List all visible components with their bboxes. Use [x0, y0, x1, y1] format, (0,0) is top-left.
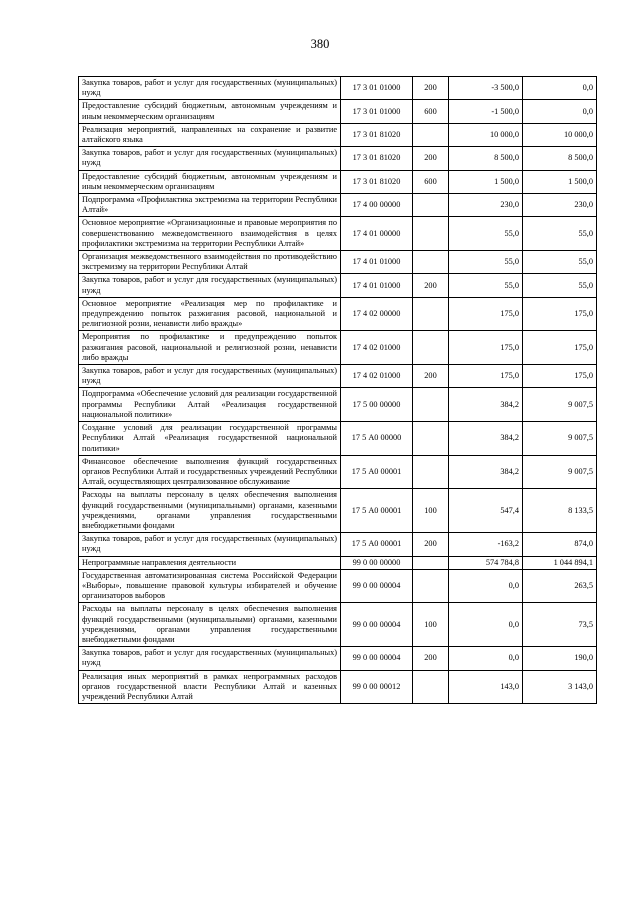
row-expense-type-cell — [413, 569, 449, 603]
table-body — [79, 77, 597, 704]
row-name-cell: Расходы на выплаты персоналу в целях обеспечения выполнения функций государственными (муниципальными) органами, казенными учреждениями, органами управления государственными внебюджетными фондами — [79, 603, 341, 647]
table-row — [79, 217, 597, 251]
row-name-cell: Основное мероприятие «Реализация мер по профилактике и предупреждению попыток разжигания расовой, национальной и религиозной розни, ненависти либо вражды» — [79, 297, 341, 331]
table-row — [79, 100, 597, 123]
row-amount-total-cell: 8 133,5 — [523, 489, 597, 533]
row-name-cell: Государственная автоматизированная система Российской Федерации «Выборы», повышение правовой культуры избирателей и обучение организаторов выборов — [79, 569, 341, 603]
row-amount-total-cell: 10 000,0 — [523, 123, 597, 146]
row-amount-total-cell: 3 143,0 — [523, 670, 597, 704]
row-code-cell: 17 5 00 00000 — [341, 388, 413, 422]
row-code-cell: 17 4 01 01000 — [341, 274, 413, 297]
table-row — [79, 77, 597, 100]
row-name-cell: Закупка товаров, работ и услуг для государственных (муниципальных) нужд — [79, 365, 341, 388]
row-amount-total-cell: 55,0 — [523, 251, 597, 274]
table-row — [79, 274, 597, 297]
row-amount-total-cell: 175,0 — [523, 297, 597, 331]
row-amount-total-cell: 8 500,0 — [523, 147, 597, 170]
row-amount-change-cell: 384,2 — [449, 388, 523, 422]
row-code-cell: 17 5 А0 00001 — [341, 533, 413, 556]
row-amount-change-cell: 1 500,0 — [449, 170, 523, 193]
row-name-cell: Закупка товаров, работ и услуг для государственных (муниципальных) нужд — [79, 77, 341, 100]
row-expense-type-cell — [413, 422, 449, 456]
row-amount-change-cell: -1 500,0 — [449, 100, 523, 123]
row-expense-type-cell — [413, 251, 449, 274]
row-expense-type-cell — [413, 670, 449, 704]
table-row — [79, 123, 597, 146]
row-code-cell: 17 5 А0 00001 — [341, 455, 413, 489]
row-code-cell: 99 0 00 00004 — [341, 569, 413, 603]
table-row — [79, 251, 597, 274]
row-amount-change-cell: 384,2 — [449, 422, 523, 456]
table-row — [79, 647, 597, 670]
row-expense-type-cell — [413, 297, 449, 331]
row-expense-type-cell: 200 — [413, 647, 449, 670]
row-code-cell: 17 3 01 01000 — [341, 100, 413, 123]
table-row — [79, 489, 597, 533]
table-row — [79, 556, 597, 569]
row-amount-change-cell: -3 500,0 — [449, 77, 523, 100]
row-name-cell: Подпрограмма «Профилактика экстремизма на территории Республики Алтай» — [79, 194, 341, 217]
row-amount-change-cell: 55,0 — [449, 217, 523, 251]
table-row — [79, 533, 597, 556]
row-amount-change-cell: 55,0 — [449, 251, 523, 274]
table-row — [79, 297, 597, 331]
row-amount-total-cell: 175,0 — [523, 365, 597, 388]
row-expense-type-cell — [413, 455, 449, 489]
row-name-cell: Закупка товаров, работ и услуг для государственных (муниципальных) нужд — [79, 647, 341, 670]
row-code-cell: 99 0 00 00004 — [341, 603, 413, 647]
row-code-cell: 17 4 02 01000 — [341, 331, 413, 365]
table-row — [79, 365, 597, 388]
row-name-cell: Расходы на выплаты персоналу в целях обеспечения выполнения функций государственными (муниципальными) органами, казенными учреждениями, органами управления государственными внебюджетными фондами — [79, 489, 341, 533]
row-code-cell: 17 3 01 81020 — [341, 147, 413, 170]
row-name-cell: Финансовое обеспечение выполнения функций государственных органов Республики Алтай и государственных учреждений Республики Алтай, осуществляющих централизованное обслуживание — [79, 455, 341, 489]
table-row — [79, 331, 597, 365]
row-amount-change-cell: -163,2 — [449, 533, 523, 556]
row-amount-change-cell: 0,0 — [449, 603, 523, 647]
row-expense-type-cell: 600 — [413, 170, 449, 193]
table-row — [79, 603, 597, 647]
row-amount-total-cell: 0,0 — [523, 100, 597, 123]
row-code-cell: 17 4 02 00000 — [341, 297, 413, 331]
row-code-cell: 17 5 А0 00000 — [341, 422, 413, 456]
table-row — [79, 194, 597, 217]
table-row — [79, 455, 597, 489]
row-amount-total-cell: 263,5 — [523, 569, 597, 603]
row-amount-total-cell: 73,5 — [523, 603, 597, 647]
row-name-cell: Закупка товаров, работ и услуг для государственных (муниципальных) нужд — [79, 533, 341, 556]
table-row — [79, 147, 597, 170]
table-row — [79, 569, 597, 603]
row-amount-total-cell: 1 044 894,1 — [523, 556, 597, 569]
table-row — [79, 670, 597, 704]
row-amount-total-cell: 1 500,0 — [523, 170, 597, 193]
row-amount-change-cell: 10 000,0 — [449, 123, 523, 146]
row-amount-change-cell: 143,0 — [449, 670, 523, 704]
row-amount-total-cell: 230,0 — [523, 194, 597, 217]
row-name-cell: Основное мероприятие «Организационные и правовые мероприятия по совершенствованию межведомственного взаимодействия в целях профилактики экстремизма на территории Республики Алтай» — [79, 217, 341, 251]
row-amount-total-cell: 55,0 — [523, 217, 597, 251]
row-amount-change-cell: 55,0 — [449, 274, 523, 297]
row-name-cell: Подпрограмма «Обеспечение условий для реализации государственной программы Республики Алтай «Реализация государственной национальной политики» — [79, 388, 341, 422]
row-amount-change-cell: 175,0 — [449, 331, 523, 365]
row-amount-total-cell: 55,0 — [523, 274, 597, 297]
row-amount-change-cell: 230,0 — [449, 194, 523, 217]
row-name-cell: Мероприятия по профилактике и предупреждению попыток разжигания расовой, национальной и религиозной розни, ненависти либо вражды — [79, 331, 341, 365]
row-name-cell: Закупка товаров, работ и услуг для государственных (муниципальных) нужд — [79, 147, 341, 170]
row-expense-type-cell: 200 — [413, 533, 449, 556]
row-amount-change-cell: 574 784,8 — [449, 556, 523, 569]
row-code-cell: 17 4 01 01000 — [341, 251, 413, 274]
row-amount-change-cell: 547,4 — [449, 489, 523, 533]
row-amount-change-cell: 384,2 — [449, 455, 523, 489]
row-name-cell: Реализация мероприятий, направленных на сохранение и развитие алтайского языка — [79, 123, 341, 146]
row-expense-type-cell: 200 — [413, 365, 449, 388]
row-code-cell: 99 0 00 00004 — [341, 647, 413, 670]
row-expense-type-cell: 100 — [413, 489, 449, 533]
row-expense-type-cell: 200 — [413, 147, 449, 170]
row-amount-change-cell: 0,0 — [449, 569, 523, 603]
row-name-cell: Создание условий для реализации государственной программы Республики Алтай «Реализация государственной национальной политики» — [79, 422, 341, 456]
table-row — [79, 170, 597, 193]
table-row — [79, 422, 597, 456]
page-number: 380 — [310, 37, 330, 51]
row-expense-type-cell — [413, 388, 449, 422]
row-code-cell: 17 3 01 81020 — [341, 170, 413, 193]
row-code-cell: 17 5 А0 00001 — [341, 489, 413, 533]
row-code-cell: 99 0 00 00012 — [341, 670, 413, 704]
row-expense-type-cell — [413, 123, 449, 146]
table-row — [79, 388, 597, 422]
row-amount-total-cell: 0,0 — [523, 77, 597, 100]
row-amount-total-cell: 175,0 — [523, 331, 597, 365]
row-name-cell: Реализация иных мероприятий в рамках непрограммных расходов органов государственной власти Республики Алтай и казенных учреждений Республики Алтай — [79, 670, 341, 704]
row-expense-type-cell — [413, 556, 449, 569]
row-expense-type-cell: 200 — [413, 77, 449, 100]
row-amount-total-cell: 190,0 — [523, 647, 597, 670]
row-name-cell: Предоставление субсидий бюджетным, автономным учреждениям и иным некоммерческим организациям — [79, 100, 341, 123]
row-expense-type-cell: 200 — [413, 274, 449, 297]
row-code-cell: 17 4 02 01000 — [341, 365, 413, 388]
row-name-cell: Непрограммные направления деятельности — [79, 556, 341, 569]
row-expense-type-cell — [413, 331, 449, 365]
row-amount-change-cell: 175,0 — [449, 297, 523, 331]
row-amount-change-cell: 0,0 — [449, 647, 523, 670]
row-code-cell: 17 4 00 00000 — [341, 194, 413, 217]
row-amount-change-cell: 8 500,0 — [449, 147, 523, 170]
row-name-cell: Предоставление субсидий бюджетным, автономным учреждениям и иным некоммерческим организациям — [79, 170, 341, 193]
row-expense-type-cell: 100 — [413, 603, 449, 647]
row-expense-type-cell: 600 — [413, 100, 449, 123]
row-code-cell: 99 0 00 00000 — [341, 556, 413, 569]
row-name-cell: Закупка товаров, работ и услуг для государственных (муниципальных) нужд — [79, 274, 341, 297]
row-amount-total-cell: 9 007,5 — [523, 455, 597, 489]
row-amount-total-cell: 9 007,5 — [523, 388, 597, 422]
row-amount-total-cell: 874,0 — [523, 533, 597, 556]
row-code-cell: 17 3 01 81020 — [341, 123, 413, 146]
row-amount-change-cell: 175,0 — [449, 365, 523, 388]
row-code-cell: 17 4 01 00000 — [341, 217, 413, 251]
budget-table — [78, 76, 597, 704]
row-expense-type-cell — [413, 217, 449, 251]
row-expense-type-cell — [413, 194, 449, 217]
row-name-cell: Организация межведомственного взаимодействия по противодействию экстремизму на территории Республики Алтай — [79, 251, 341, 274]
row-amount-total-cell: 9 007,5 — [523, 422, 597, 456]
row-code-cell: 17 3 01 01000 — [341, 77, 413, 100]
